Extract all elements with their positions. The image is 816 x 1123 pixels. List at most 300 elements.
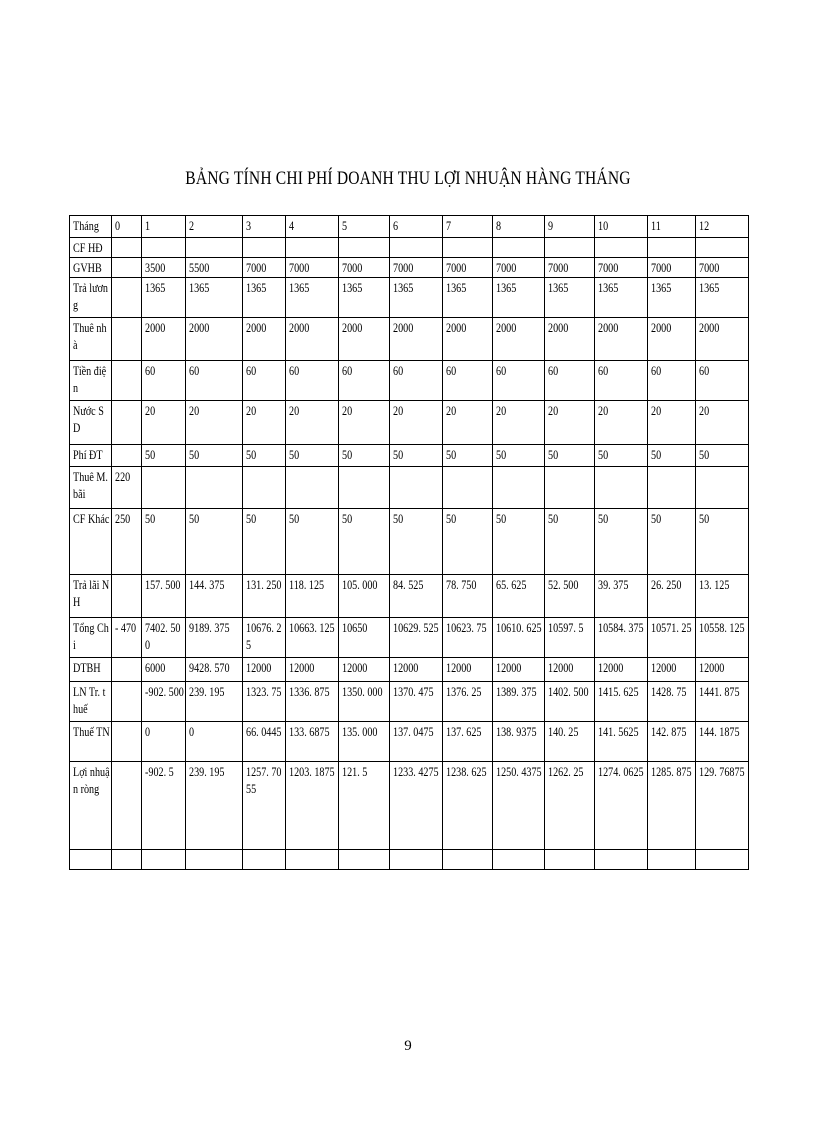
table-cell (493, 509, 545, 575)
table-cell (142, 238, 186, 258)
cell-text: 60 (289, 363, 300, 378)
table-cell (243, 361, 286, 401)
cell-text: 50 (393, 511, 404, 526)
table-cell (243, 850, 286, 870)
table-cell (648, 467, 696, 509)
cell-text: Nước SD (73, 403, 104, 435)
table-cell (390, 658, 443, 682)
table-cell (443, 258, 493, 278)
cell-text: 0 (145, 724, 151, 739)
table-row (70, 618, 749, 658)
table-cell (243, 258, 286, 278)
row-label-cell (70, 682, 112, 722)
table-row (70, 318, 749, 361)
cell-text: 66. 0445 (246, 724, 282, 739)
cell-text: 140. 25 (548, 724, 579, 739)
cell-text: 50 (145, 447, 156, 462)
table-row (70, 509, 749, 575)
table-cell (339, 722, 390, 762)
table-cell (696, 361, 749, 401)
cell-text: 50 (598, 447, 609, 462)
table-cell (443, 238, 493, 258)
table-row (70, 401, 749, 445)
cell-text: Thuế TN (73, 724, 110, 739)
cell-text: Tháng (73, 218, 99, 233)
table-cell (545, 722, 595, 762)
cell-text: Tiền điện (73, 363, 107, 395)
table-cell (112, 509, 142, 575)
table-cell (339, 361, 390, 401)
table-cell (493, 722, 545, 762)
table-cell (545, 618, 595, 658)
cell-text: 137. 625 (446, 724, 482, 739)
cell-text: Lợi nhuận ròng (73, 764, 110, 796)
cell-text: 1274. 0625 (598, 764, 644, 779)
cell-text: 2000 (598, 320, 619, 335)
table-row (70, 658, 749, 682)
row-label-cell (70, 509, 112, 575)
cell-text: 39. 375 (598, 577, 629, 592)
table-cell (243, 682, 286, 722)
cell-text: 7 (446, 218, 452, 233)
cell-text: 1365 (598, 280, 619, 295)
table-cell (243, 278, 286, 318)
table-cell (390, 509, 443, 575)
table-row (70, 467, 749, 509)
table-cell (339, 216, 390, 238)
cell-text: 6 (393, 218, 399, 233)
table-cell (243, 238, 286, 258)
cell-text: 1238. 625 (446, 764, 487, 779)
cell-text: 1365 (145, 280, 166, 295)
table-cell (186, 850, 243, 870)
cell-text: GVHB (73, 260, 102, 275)
cell-text: 20 (548, 403, 559, 418)
cell-text: 26. 250 (651, 577, 682, 592)
cell-text: 1365 (393, 280, 414, 295)
table-cell (186, 575, 243, 618)
cell-text: 7402. 500 (145, 620, 181, 652)
table-cell (595, 850, 648, 870)
cell-text: 12000 (342, 660, 368, 675)
table-cell (443, 762, 493, 850)
table-cell (142, 401, 186, 445)
cell-text: 9189. 375 (189, 620, 230, 635)
row-label-cell (70, 318, 112, 361)
cell-text: 2000 (548, 320, 569, 335)
cell-text: 2000 (699, 320, 720, 335)
cell-text: 9428. 570 (189, 660, 230, 675)
cell-text: 12000 (289, 660, 315, 675)
table-cell (595, 401, 648, 445)
table-cell (286, 361, 339, 401)
table-cell (443, 278, 493, 318)
table-cell (142, 762, 186, 850)
table-cell (112, 401, 142, 445)
table-cell (186, 361, 243, 401)
table-cell (545, 658, 595, 682)
cell-text: 4 (289, 218, 295, 233)
cell-text: Thuê M. bãi (73, 469, 108, 501)
table-cell (339, 318, 390, 361)
table-cell (595, 318, 648, 361)
cell-text: 50 (446, 511, 457, 526)
cell-text: 142. 875 (651, 724, 687, 739)
cell-text: 6000 (145, 660, 166, 675)
table-cell (286, 618, 339, 658)
cell-text: 20 (651, 403, 662, 418)
table-cell (243, 618, 286, 658)
table-cell (648, 509, 696, 575)
table-row (70, 238, 749, 258)
cell-text: 12 (699, 218, 710, 233)
table-cell (648, 722, 696, 762)
row-label-cell (70, 467, 112, 509)
table-row (70, 258, 749, 278)
table-cell (595, 618, 648, 658)
cell-text: 2 (189, 218, 195, 233)
cell-text: 1365 (246, 280, 267, 295)
cell-text: 7000 (393, 260, 414, 275)
table-cell (390, 258, 443, 278)
table-cell (493, 318, 545, 361)
cell-text: Trả lương (73, 280, 109, 312)
cell-text: 5500 (189, 260, 210, 275)
cell-text: Phí ĐT (73, 447, 103, 462)
cell-text: 7000 (598, 260, 619, 275)
cell-text: 1285. 875 (651, 764, 692, 779)
cell-text: 1365 (699, 280, 720, 295)
cell-text: 50 (699, 447, 710, 462)
table-cell (648, 850, 696, 870)
cell-text: 2000 (496, 320, 517, 335)
table-cell (339, 278, 390, 318)
cell-text: 60 (189, 363, 200, 378)
cell-text: 1 (145, 218, 151, 233)
table-cell (243, 722, 286, 762)
cell-text: 144. 1875 (699, 724, 740, 739)
table-cell (286, 509, 339, 575)
cell-text: DTBH (73, 660, 101, 675)
table-cell (112, 722, 142, 762)
table-cell (112, 361, 142, 401)
row-label-cell (70, 258, 112, 278)
table-cell (696, 445, 749, 467)
table-cell (142, 722, 186, 762)
cell-text: 0 (115, 218, 121, 233)
cell-text: 2000 (246, 320, 267, 335)
table-cell (545, 361, 595, 401)
cell-text: 1323. 75 (246, 684, 282, 699)
table-cell (339, 682, 390, 722)
table-cell (648, 762, 696, 850)
cell-text: -902. 500 (145, 684, 184, 699)
cell-text: 50 (598, 511, 609, 526)
cell-text: 1365 (289, 280, 310, 295)
cell-text: 2000 (342, 320, 363, 335)
table-cell (286, 401, 339, 445)
cell-text: 138. 9375 (496, 724, 537, 739)
cell-text: 1365 (446, 280, 467, 295)
table-cell (112, 850, 142, 870)
table-cell (595, 658, 648, 682)
table-cell (493, 445, 545, 467)
table-cell (243, 401, 286, 445)
cell-text: CF HĐ (73, 240, 103, 255)
table-cell (142, 467, 186, 509)
table-cell (443, 850, 493, 870)
cell-text: 10571. 25 (651, 620, 692, 635)
cell-text: 144. 375 (189, 577, 225, 592)
cell-text: 60 (651, 363, 662, 378)
table-cell (112, 216, 142, 238)
table-cell (112, 278, 142, 318)
cell-text: 20 (342, 403, 353, 418)
cell-text: 12000 (548, 660, 574, 675)
table-row (70, 850, 749, 870)
table-cell (443, 401, 493, 445)
table-cell (390, 318, 443, 361)
cell-text: CF Khác (73, 511, 110, 526)
table-cell (286, 318, 339, 361)
table-cell (443, 361, 493, 401)
cell-text: 20 (393, 403, 404, 418)
cell-text: 65. 625 (496, 577, 527, 592)
table-cell (339, 658, 390, 682)
cell-text: 10676. 25 (246, 620, 282, 652)
cell-text: 5 (342, 218, 348, 233)
table-cell (339, 618, 390, 658)
cell-text: 2000 (393, 320, 414, 335)
cell-text: 50 (145, 511, 156, 526)
table-cell (286, 278, 339, 318)
row-label-cell (70, 658, 112, 682)
table-row (70, 445, 749, 467)
cell-text: 20 (699, 403, 710, 418)
table-cell (648, 278, 696, 318)
table-header-row (70, 216, 749, 238)
cell-text: 10558. 125 (699, 620, 745, 635)
table-cell (286, 258, 339, 278)
table-cell (286, 216, 339, 238)
table-cell (243, 658, 286, 682)
cell-text: 1415. 625 (598, 684, 639, 699)
page-title: BẢNG TÍNH CHI PHÍ DOANH THU LỢI NHUẬN HÀNG THÁNG (185, 168, 631, 189)
cell-text: 2000 (145, 320, 166, 335)
cell-text: 12000 (496, 660, 522, 675)
table-cell (545, 278, 595, 318)
table-cell (545, 762, 595, 850)
cell-text: 239. 195 (189, 764, 225, 779)
table-cell (595, 445, 648, 467)
table-cell (545, 467, 595, 509)
cell-text: 20 (598, 403, 609, 418)
table-cell (186, 258, 243, 278)
table-cell (112, 467, 142, 509)
cell-text: 250 (115, 511, 131, 526)
table-cell (696, 278, 749, 318)
cell-text: 12000 (246, 660, 272, 675)
row-label-cell (70, 762, 112, 850)
table-cell (142, 682, 186, 722)
table-cell (339, 467, 390, 509)
cell-text: 13. 125 (699, 577, 730, 592)
table-cell (443, 509, 493, 575)
table-row (70, 278, 749, 318)
table-cell (112, 762, 142, 850)
table-cell (696, 658, 749, 682)
table-cell (545, 258, 595, 278)
cell-text: 50 (289, 511, 300, 526)
table-cell (443, 575, 493, 618)
cell-text: 50 (496, 511, 507, 526)
table-cell (339, 575, 390, 618)
page-number: 9 (404, 1038, 412, 1054)
cell-text: 239. 195 (189, 684, 225, 699)
cell-text: 118. 125 (289, 577, 325, 592)
table-cell (443, 318, 493, 361)
cell-text: 84. 525 (393, 577, 424, 592)
cell-text: 20 (496, 403, 507, 418)
row-label-cell (70, 850, 112, 870)
table-cell (696, 258, 749, 278)
table-cell (339, 762, 390, 850)
cell-text: 1336. 875 (289, 684, 330, 699)
cell-text: 60 (145, 363, 156, 378)
table-cell (112, 658, 142, 682)
table-cell (142, 318, 186, 361)
table-cell (243, 216, 286, 238)
cell-text: 157. 500 (145, 577, 181, 592)
cell-text: 50 (651, 511, 662, 526)
table-cell (545, 682, 595, 722)
table-cell (696, 682, 749, 722)
table-cell (595, 361, 648, 401)
cell-text: 11 (651, 218, 661, 233)
table-cell (595, 278, 648, 318)
cell-text: 20 (446, 403, 457, 418)
row-label-cell (70, 722, 112, 762)
cell-text: 1262. 25 (548, 764, 584, 779)
table-cell (493, 658, 545, 682)
table-cell (595, 575, 648, 618)
cell-text: 50 (189, 511, 200, 526)
table-cell (595, 216, 648, 238)
row-label-cell (70, 216, 112, 238)
table-cell (339, 445, 390, 467)
cell-text: 137. 0475 (393, 724, 434, 739)
table-cell (595, 238, 648, 258)
cell-text: 50 (246, 511, 257, 526)
table-cell (545, 850, 595, 870)
cell-text: 50 (189, 447, 200, 462)
cell-text: 20 (289, 403, 300, 418)
table-cell (186, 762, 243, 850)
table-cell (243, 318, 286, 361)
cell-text: 50 (342, 447, 353, 462)
table-cell (696, 575, 749, 618)
table-cell (142, 575, 186, 618)
table-cell (286, 762, 339, 850)
cell-text: Tổng Chi (73, 620, 109, 652)
table-cell (112, 682, 142, 722)
table-cell (186, 618, 243, 658)
table-row (70, 361, 749, 401)
table-cell (493, 278, 545, 318)
cell-text: 12000 (699, 660, 725, 675)
table-cell (696, 722, 749, 762)
cell-text: 7000 (496, 260, 517, 275)
table-cell (545, 216, 595, 238)
cell-text: 12000 (651, 660, 677, 675)
table-cell (545, 575, 595, 618)
table-cell (243, 762, 286, 850)
cell-text: 10584. 375 (598, 620, 644, 635)
row-label-cell (70, 361, 112, 401)
table-cell (390, 361, 443, 401)
table-row (70, 682, 749, 722)
table-cell (142, 216, 186, 238)
cell-text: 1389. 375 (496, 684, 537, 699)
cell-text: 1365 (342, 280, 363, 295)
table-cell (648, 658, 696, 682)
table-cell (696, 618, 749, 658)
table-cell (493, 238, 545, 258)
table-cell (648, 238, 696, 258)
table-cell (390, 618, 443, 658)
table-cell (545, 318, 595, 361)
cell-text: 135. 000 (342, 724, 378, 739)
table-cell (186, 401, 243, 445)
table-cell (142, 850, 186, 870)
cell-text: 7000 (651, 260, 672, 275)
table-cell (696, 850, 749, 870)
cell-text: 141. 5625 (598, 724, 639, 739)
table-cell (493, 682, 545, 722)
cell-text: 0 (189, 724, 195, 739)
cell-text: 2000 (651, 320, 672, 335)
table-cell (186, 445, 243, 467)
table-cell (186, 467, 243, 509)
table-cell (286, 722, 339, 762)
table-cell (286, 658, 339, 682)
table-cell (390, 850, 443, 870)
cell-text: 50 (699, 511, 710, 526)
cell-text: 7000 (342, 260, 363, 275)
cell-text: 10610. 625 (496, 620, 542, 635)
cell-text: 60 (699, 363, 710, 378)
cell-text: 131. 250 (246, 577, 282, 592)
table-cell (186, 509, 243, 575)
row-label-cell (70, 401, 112, 445)
cell-text: 50 (289, 447, 300, 462)
cell-text: 9 (548, 218, 554, 233)
cell-text: 60 (598, 363, 609, 378)
table-cell (493, 216, 545, 238)
cell-text: 105. 000 (342, 577, 378, 592)
cell-text: 20 (145, 403, 156, 418)
table-cell (696, 762, 749, 850)
cell-text: 50 (651, 447, 662, 462)
cell-text: 20 (246, 403, 257, 418)
table-cell (648, 618, 696, 658)
cell-text: 2000 (189, 320, 210, 335)
cell-text: 60 (446, 363, 457, 378)
table-cell (595, 467, 648, 509)
cell-text: 1402. 500 (548, 684, 589, 699)
cell-text: 10663. 125 (289, 620, 335, 635)
table-cell (390, 278, 443, 318)
